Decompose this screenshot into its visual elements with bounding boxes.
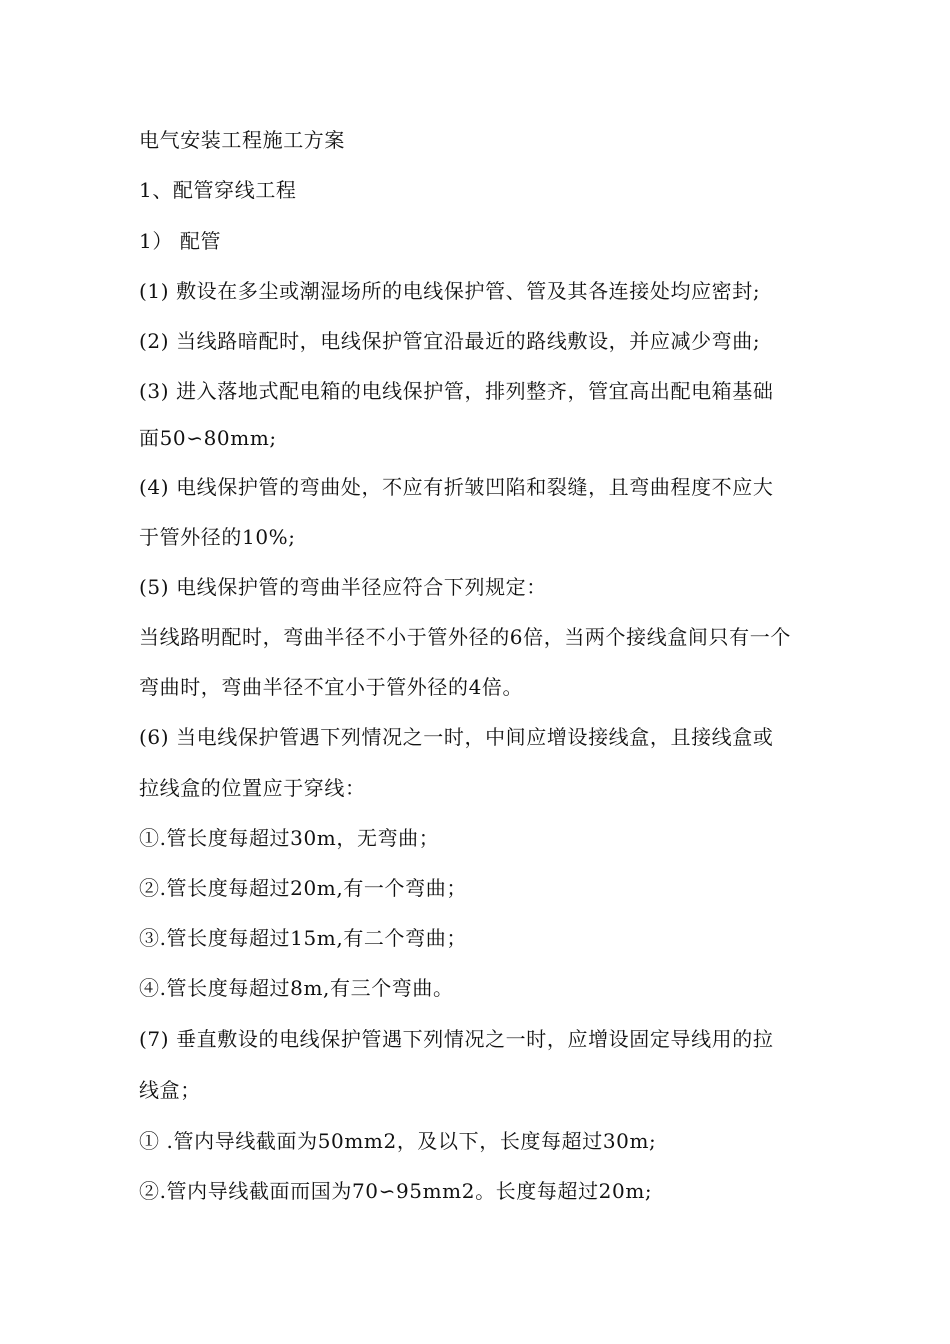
item-6-sub-1: ①.管长度每超过30m，无弯曲；: [139, 826, 440, 850]
subsection-heading: 1） 配管: [139, 229, 222, 253]
item-6-sub-4: ④.管长度每超过8m,有三个弯曲。: [139, 976, 454, 1000]
item-6-line-1: (6) 当电线保护管遇下列情况之一时，中间应增设接线盒，且接线盒或: [139, 725, 774, 749]
item-3-line-1: (3) 进入落地式配电箱的电线保护管，排列整齐，管宜高出配电箱基础: [139, 379, 774, 403]
item-7-sub-1: ① .管内导线截面为50mm2，及以下，长度每超过30m;: [139, 1129, 657, 1153]
section-heading: 1、配管穿线工程: [139, 178, 297, 202]
item-4-line-2: 于管外径的10%;: [139, 525, 296, 549]
item-7-sub-2: ②.管内导线截面而国为70∽95mm2。长度每超过20m;: [139, 1179, 653, 1203]
item-7-line-2: 线盒；: [139, 1078, 201, 1102]
item-7-line-1: (7) 垂直敷设的电线保护管遇下列情况之一时，应增设固定导线用的拉: [139, 1027, 774, 1051]
item-4-line-1: (4) 电线保护管的弯曲处，不应有折皱凹陷和裂缝，且弯曲程度不应大: [139, 475, 774, 499]
item-1: (1) 敷设在多尘或潮湿场所的电线保护管、管及其各连接处均应密封;: [139, 279, 761, 303]
item-6-line-2: 拉线盒的位置应于穿线：: [139, 776, 366, 800]
item-3-line-2: 面50∽80mm;: [139, 426, 277, 450]
item-5-body-line-2: 弯曲时，弯曲半径不宜小于管外径的4倍。: [139, 675, 524, 699]
item-5: (5) 电线保护管的弯曲半径应符合下列规定：: [139, 575, 547, 599]
item-6-sub-3: ③.管长度每超过15m,有二个弯曲；: [139, 926, 467, 950]
document-title: 电气安装工程施工方案: [139, 128, 345, 152]
item-5-body-line-1: 当线路明配时，弯曲半径不小于管外径的6倍，当两个接线盒间只有一个: [139, 625, 791, 649]
item-6-sub-2: ②.管长度每超过20m,有一个弯曲；: [139, 876, 467, 900]
item-2: (2) 当线路暗配时，电线保护管宜沿最近的路线敷设，并应减少弯曲;: [139, 329, 761, 353]
